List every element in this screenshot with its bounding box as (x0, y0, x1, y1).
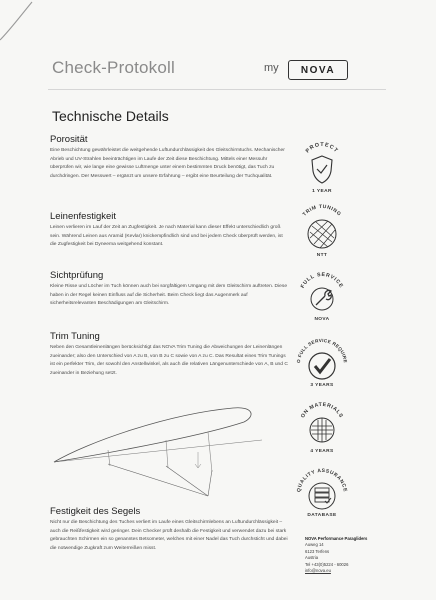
section-body: Leinen verlieren im Lauf der Zeit an Zugfestigkeit. Je nach Material kann dieser Effekt unterschiedlich groß sein. Während Leinen aus Aramid (Kevlar) knickempfindlich sind und bei jedem Check überprüft werden, ist die Zugfestigkeit bei Dyneema weitgehend konstant. (50, 225, 283, 248)
svg-text:TRIM TUNING (302, 204, 342, 218)
section-heading: Leinenfestigkeit (50, 211, 117, 222)
section-heading: Trim Tuning (50, 331, 100, 342)
badge-caption: 3 YEARS (310, 383, 334, 388)
section-body: Kleine Risse und Löcher im Tuch können auch bei sorgfältigem Umgang mit dem Gleitschirm auftreten. Diese haben in der Regel keinen Einfluss auf die Sicherheit. Beim Check liegt das Augenmerk auf sicherheitsrelevanten Beschädigungen am Gleitschirm. (50, 284, 288, 307)
page-title: Technische Details (52, 108, 169, 124)
section-body: Nicht nur die Beschichtung des Tuches verliert im Laufe eines Gleitschirmlebens an Luftundurchlässigkeit – auch die Reißfestigkeit wird geringer. Dein Checker prüft deshalb die Festigkeit und verwendet dazu bei stark gebrauchten Schirmen ein so genanntes Betsometer, welches mit einer Nadel das Tuch durchsticht und dabei die notwendige Zugkraft zum Weiterreißen misst. (50, 520, 288, 551)
city-address: 6123 Terfens (305, 548, 330, 554)
section-trim-tuning (50, 331, 288, 378)
section-festigkeit-segel (50, 506, 288, 553)
badge-caption: 4 YEARS (310, 449, 334, 454)
company-name: NOVA Performance Paragliders (305, 536, 368, 541)
wrench-icon (311, 288, 333, 310)
badge-no-full-service (292, 330, 352, 394)
checkmark-icon (309, 353, 335, 379)
svg-text:ON MATERIALS (300, 402, 344, 419)
wing-profile-icon (308, 220, 336, 248)
badge-quality-assurance (292, 460, 352, 524)
brand-prefix: my (264, 62, 279, 74)
section-heading: Porosität (50, 134, 88, 145)
nova-logo: NOVA (288, 60, 348, 80)
badge-caption: NOVA (314, 317, 330, 322)
section-body: Neben den Gesamtleinenlängen berücksichtigt das NOVA Trim Tuning die Abweichungen der Leinenlängen zueinander; also den Unterschied von A zu B, von B zu C sowie von A zu C. Das Resultat eines Trim Tunings ist ein perfekter Trim, der sowohl den Anstellwinkel, als auch die relativen Längenunterschiede von A, B und C zueinander in Beziehung setzt. (50, 345, 288, 376)
document-title: Check-Protokoll (52, 58, 175, 77)
section-body: Eine Beschichtung gewährleistet die weitgehende Luftundurchlässigkeit des Gleitschirmtuchs. Mechanischer Abrieb und UV-Strahlen beeinträchtigen im Laufe der Zeit diese Beschichtung. Mittels einer Messuhr überprüfen wir, wie lange eine gewisse Luftmenge unter einem bestimmten Druck benötigt, das Tuch zu durchdringen. Der Messwert – ergänzt um unsere Erfahrung – ergibt eine Beurteilung der Tuchqualität. (50, 148, 285, 179)
svg-text:QUALITY ASSURANCE (296, 468, 348, 493)
badge-caption: DATABASE (307, 513, 337, 518)
country: Austria (305, 555, 319, 561)
badge-arc-text: PROTECT (304, 141, 340, 155)
wing-profile-diagram (48, 402, 268, 500)
street-address: Auweg 14 (305, 542, 324, 548)
svg-text:FULL SERVICE (300, 272, 344, 289)
phone-number: Tel +43(0)5224 - 60026 (305, 561, 349, 567)
shield-icon (312, 156, 332, 183)
fabric-icon (310, 418, 334, 442)
svg-text:PROTECT (305, 142, 339, 154)
badge-trim-tuning (292, 202, 352, 266)
badge-arc-text: TRIM TUNING (301, 203, 343, 218)
header-divider (48, 89, 386, 90)
section-heading: Festigkeit des Segels (50, 506, 141, 517)
badge-caption: 1 YEAR (312, 189, 332, 194)
badge-arc-text: QUALITY ASSURANCE (296, 467, 348, 493)
corner-stroke-decoration (0, 0, 40, 60)
badge-caption: NTT (316, 253, 328, 258)
section-leinenfestigkeit (50, 211, 288, 250)
badge-full-service (292, 266, 352, 330)
badge-arc-text: O FULL SERVICE REQUIRE (295, 337, 349, 364)
email-link[interactable]: info@nova.eu (305, 568, 331, 574)
svg-text:NO FULL SERVICE REQUIRED (292, 330, 348, 363)
badge-protect (292, 138, 352, 202)
contact-block (305, 536, 425, 574)
section-heading: Sichtprüfung (50, 270, 104, 281)
section-porositaet (50, 134, 288, 181)
database-icon (309, 483, 335, 509)
badge-arc-text: ON MATERIALS (299, 401, 345, 420)
badge-on-materials (292, 396, 352, 460)
badge-arc-text: FULL SERVICE (299, 271, 345, 290)
section-sichtpruefung (50, 270, 288, 309)
